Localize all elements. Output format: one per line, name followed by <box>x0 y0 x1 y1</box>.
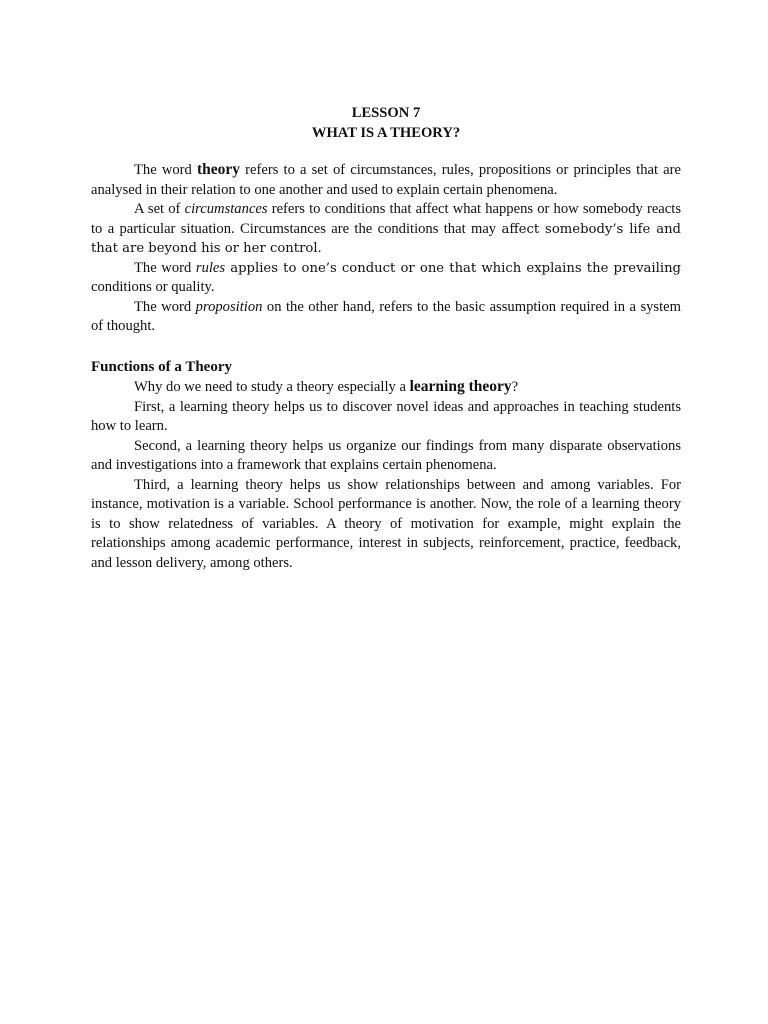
page-title: WHAT IS A THEORY? <box>311 124 461 141</box>
text-run: Why do we need to study a theory especially a <box>134 379 410 395</box>
term-proposition: proposition <box>195 298 263 315</box>
title-block <box>91 104 681 143</box>
term-circumstances: circumstances <box>184 201 268 217</box>
text-run: on the other hand, refers to the basic assumption required in a system of thought. <box>91 298 681 334</box>
section-heading-functions: Functions of a Theory <box>91 358 232 375</box>
text-run: A set of <box>134 201 185 217</box>
document-body <box>91 104 681 573</box>
text-run: ? <box>511 379 519 395</box>
paragraph-second-function: Second, a learning theory helps us organize our findings from many disparate observations and investigations into a framework that explains certain phenomena. <box>91 437 681 473</box>
paragraph-theory-definition <box>91 160 681 200</box>
text-run: The word <box>134 162 197 178</box>
paragraph-third-function: Third, a learning theory helps us show relationships between and among variables. For instance, motivation is a variable. School performance is another. Now, the role of a learning theory is to show relatedness of variables. A theory of motivation for example, might explain the relationships among academic performance, interest in subjects, reinforcement, practice, feedback, and lesson delivery, among others. <box>91 476 681 571</box>
paragraph-proposition <box>91 298 681 337</box>
text-run: The word <box>134 298 196 315</box>
term-rules: rules <box>195 259 226 276</box>
paragraph-circumstances <box>91 200 681 259</box>
paragraph-question <box>91 377 681 398</box>
text-run: applies to one’s conduct or one that which explains the prevailing <box>225 260 681 276</box>
term-theory: theory <box>196 161 241 178</box>
term-learning-theory: learning theory <box>409 378 512 395</box>
text-run: The word <box>134 259 196 276</box>
paragraph-first-function: First, a learning theory helps us to discover novel ideas and approaches in teaching students how to learn. <box>91 398 681 434</box>
text-run: conditions or quality. <box>91 279 215 295</box>
text-run: refers to a set of circumstances, rules, propositions or principles that are analysed in their relation to one another and used to explain certain phenomena. <box>91 162 681 198</box>
paragraph-rules <box>91 259 681 298</box>
lesson-number: LESSON 7 <box>351 105 421 121</box>
text-run: refers to conditions that affect what happens or how somebody reacts to a particular situation. Circumstances are the conditions that may <box>91 201 681 237</box>
text-run: affect somebody’s life and that are beyond his or her control. <box>91 221 681 256</box>
